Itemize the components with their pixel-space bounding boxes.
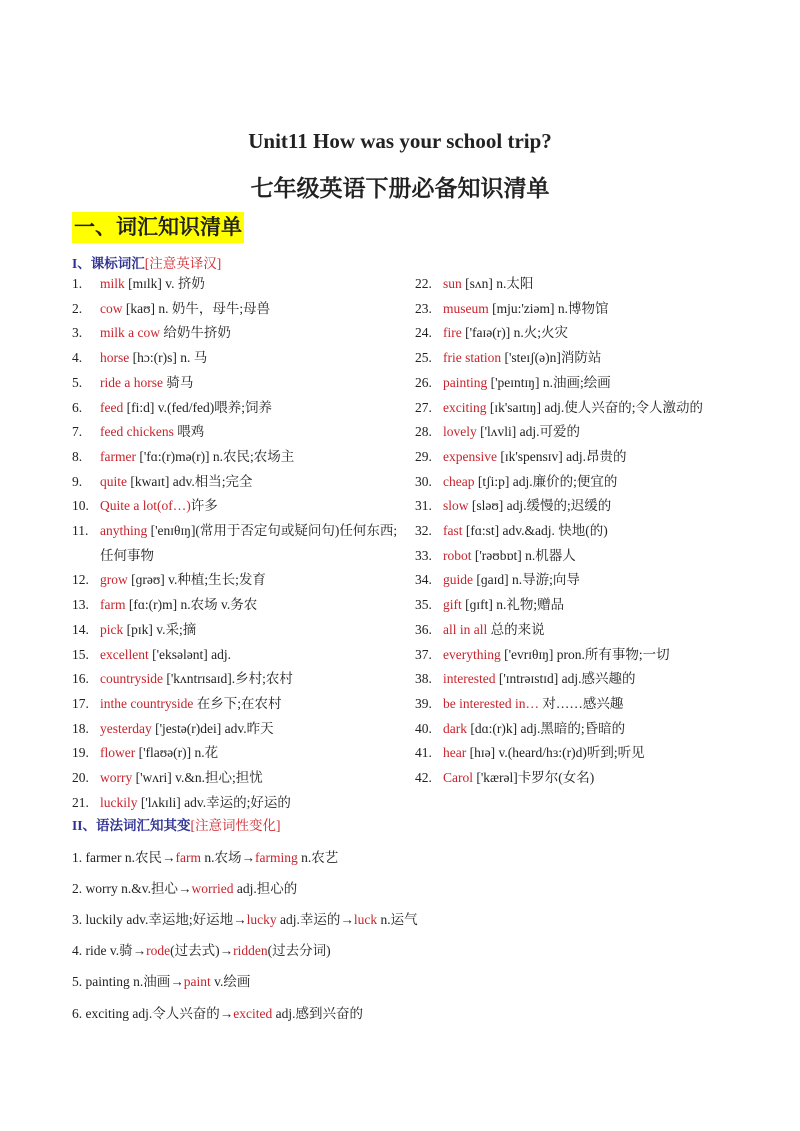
vocab-item	[415, 741, 745, 766]
vocab-word: inthe countryside	[100, 695, 194, 711]
vocab-word: farmer	[100, 448, 136, 464]
vocab-definition: [pɪk] v.采;摘	[123, 621, 197, 637]
vocab-number: 17.	[72, 695, 89, 711]
vocab-definition: ['lʌvli] adj.可爱的	[476, 424, 581, 440]
vocab-entry	[443, 519, 608, 544]
vocab-item	[415, 667, 745, 692]
vocab-number: 5.	[72, 374, 83, 390]
vocab-word: lovely	[443, 424, 477, 440]
vocab-definition: [ɪk'saɪtɪŋ] adj.使人兴奋的;令人激动的	[486, 399, 703, 415]
vocab-entry	[443, 272, 533, 297]
vocab-entry	[443, 741, 645, 766]
vocab-word: robot	[443, 547, 472, 563]
vocab-definition: ['flaʊə(r)] n.花	[135, 745, 219, 761]
vocab-item	[72, 494, 402, 519]
vocab-word: cow	[100, 300, 123, 316]
transform-word: lucky	[246, 912, 277, 927]
transform-text: n.农艺	[297, 850, 339, 865]
vocab-entry	[100, 667, 293, 692]
vocab-number: 23.	[415, 300, 432, 316]
transform-word: farm	[175, 850, 201, 865]
vocab-number: 22.	[415, 276, 432, 291]
transform-word: ridden	[233, 943, 268, 958]
vocab-definition: 在乡下;在农村	[193, 695, 282, 711]
vocab-entry	[100, 445, 294, 470]
section-1-note: [注意英译汉]	[144, 256, 222, 271]
vocab-item	[72, 470, 402, 495]
vocab-number: 33.	[415, 547, 432, 563]
transform-text: (过去式)→	[170, 943, 234, 958]
vocab-number: 6.	[72, 399, 83, 415]
vocab-item	[72, 618, 402, 643]
section-2-note: [注意词性变化]	[190, 818, 281, 833]
vocab-word: farm	[100, 597, 126, 613]
vocab-entry	[443, 371, 611, 396]
vocab-word: horse	[100, 350, 130, 366]
vocab-definition: ['faɪə(r)] n.火;火灾	[461, 325, 569, 341]
vocab-number: 28.	[415, 424, 432, 440]
vocab-entry	[443, 692, 623, 717]
vocab-definition: [hɪə] v.(heard/hɜ:(r)d)听到;听见	[466, 745, 645, 761]
vocab-word: interested	[443, 671, 496, 687]
vocab-definition: ['enɪθɪŋ](常用于否定句或疑问句)任何东西;任何事物	[100, 523, 398, 563]
section-2-title: II、语法词汇知其变	[72, 818, 191, 833]
vocab-entry	[443, 618, 545, 643]
vocab-item	[415, 346, 745, 371]
vocab-word: milk	[100, 276, 125, 291]
vocab-definition: [fɑ:st] adv.&adj. 快地(的)	[462, 523, 608, 539]
section-2-label	[72, 814, 281, 834]
vocab-item	[72, 741, 402, 766]
vocab-number: 36.	[415, 621, 432, 637]
vocab-definition: [sʌn] n.太阳	[461, 276, 534, 291]
vocab-word: museum	[443, 300, 489, 316]
vocab-word: yesterday	[100, 720, 152, 736]
vocab-word: painting	[443, 374, 488, 390]
vocab-definition: 给奶牛挤奶	[160, 325, 231, 341]
vocab-definition: ['kærəl]卡罗尔(女名)	[473, 770, 595, 786]
transform-word: worried	[191, 881, 234, 896]
vocab-word: pick	[100, 621, 124, 637]
vocab-word: grow	[100, 572, 128, 588]
vocab-entry	[100, 618, 196, 643]
vocab-number: 14.	[72, 621, 89, 637]
vocab-word: fast	[443, 523, 463, 539]
vocab-item	[415, 371, 745, 396]
vocab-item	[72, 371, 402, 396]
vocab-definition: [sləʊ] adj.缓慢的;迟缓的	[468, 498, 612, 514]
vocab-item	[415, 519, 745, 544]
vocab-number: 3.	[72, 325, 83, 341]
vocab-number: 39.	[415, 695, 432, 711]
vocab-word: everything	[443, 646, 501, 662]
vocab-number: 27.	[415, 399, 432, 415]
vocab-definition: 喂鸡	[173, 424, 205, 440]
vocab-item	[72, 568, 402, 593]
vocab-item	[415, 272, 745, 297]
vocab-number: 11.	[72, 523, 89, 539]
transform-text: v.绘画	[210, 974, 251, 989]
vocab-definition: 对……感兴趣	[538, 695, 624, 711]
vocab-number: 2.	[72, 300, 83, 316]
vocab-entry	[443, 494, 611, 519]
vocab-entry	[100, 321, 231, 346]
vocab-definition: ['lʌkɪli] adv.幸运的;好运的	[137, 794, 291, 810]
vocab-word: worry	[100, 770, 133, 786]
vocab-item	[415, 494, 745, 519]
vocab-number: 40.	[415, 720, 432, 736]
vocab-definition: 总的来说	[487, 621, 545, 637]
vocab-number: 9.	[72, 473, 83, 489]
vocab-entry	[443, 593, 564, 618]
vocab-item	[72, 667, 402, 692]
vocab-item	[415, 420, 745, 445]
vocab-entry	[100, 593, 257, 618]
vocab-number: 25.	[415, 350, 432, 366]
document-title: Unit11 How was your school trip?	[248, 129, 552, 153]
vocab-word: all in all	[443, 621, 488, 637]
vocab-entry	[443, 766, 594, 791]
vocab-number: 20.	[72, 770, 89, 786]
vocab-entry	[100, 272, 205, 297]
vocab-word: anything	[100, 523, 148, 539]
vocab-definition: 骑马	[162, 374, 194, 390]
vocab-item	[72, 643, 402, 668]
transform-word: farming	[254, 850, 298, 865]
transform-line	[72, 908, 418, 928]
vocab-entry	[443, 470, 617, 495]
vocab-definition: [fɑ:(r)m] n.农场 v.务农	[125, 597, 258, 613]
vocab-entry	[100, 766, 263, 791]
vocab-item	[415, 717, 745, 742]
vocab-word: luckily	[100, 794, 138, 810]
vocab-entry	[100, 297, 270, 322]
vocab-definition: ['wʌri] v.&n.担心;担忧	[132, 770, 263, 786]
vocab-entry	[100, 791, 291, 816]
vocab-number: 34.	[415, 572, 432, 588]
vocab-item	[72, 272, 402, 297]
vocab-number: 16.	[72, 671, 89, 687]
transform-line	[72, 970, 250, 990]
vocab-number: 13.	[72, 597, 89, 613]
vocab-entry	[100, 371, 193, 396]
vocab-number: 1.	[72, 276, 83, 291]
vocab-number: 38.	[415, 671, 432, 687]
vocab-item	[72, 593, 402, 618]
vocab-number: 7.	[72, 424, 83, 440]
transform-word: excited	[233, 1006, 273, 1021]
transform-line	[72, 1002, 363, 1022]
vocab-item	[415, 544, 745, 569]
vocab-item	[415, 593, 745, 618]
vocab-number: 24.	[415, 325, 432, 341]
document-subtitle: 七年级英语下册必备知识清单	[250, 176, 550, 201]
vocab-definition: [mju:'ziəm] n.博物馆	[488, 300, 609, 316]
vocab-item	[72, 519, 402, 568]
vocab-item	[415, 297, 745, 322]
transform-text: 5. painting n.油画→	[72, 974, 184, 989]
vocab-item	[72, 396, 402, 421]
vocab-item	[415, 470, 745, 495]
vocab-item	[415, 618, 745, 643]
vocab-entry	[443, 717, 625, 742]
vocab-word: countryside	[100, 671, 163, 687]
vocab-entry	[100, 692, 282, 717]
vocab-definition: [ɡɪft] n.礼物;赠品	[461, 597, 565, 613]
transform-text: adj.感到兴奋的	[272, 1006, 363, 1021]
vocab-item	[415, 321, 745, 346]
transform-text: adj.担心的	[233, 881, 298, 896]
transform-word: rode	[146, 943, 171, 958]
vocab-number: 29.	[415, 448, 432, 464]
vocab-number: 32.	[415, 523, 432, 539]
vocab-item	[72, 420, 402, 445]
vocab-word: feed	[100, 399, 124, 415]
vocab-entry	[100, 519, 402, 568]
vocab-item	[72, 766, 402, 791]
vocab-item	[72, 346, 402, 371]
vocab-word: exciting	[443, 399, 487, 415]
vocab-definition: ['rəʊbɒt] n.机器人	[471, 547, 576, 563]
transform-line	[72, 877, 297, 897]
vocab-definition: ['ɪntrəɪstɪd] adj.感兴趣的	[495, 671, 636, 687]
vocab-word: excellent	[100, 646, 149, 662]
vocab-item	[72, 445, 402, 470]
vocab-definition: ['evrɪθɪŋ] pron.所有事物;一切	[500, 646, 670, 662]
vocab-column-left	[72, 272, 402, 815]
vocab-definition: [ɡrəʊ] v.种植;生长;发育	[127, 572, 266, 588]
vocab-word: quite	[100, 473, 127, 489]
vocab-entry	[100, 568, 266, 593]
vocab-number: 4.	[72, 350, 83, 366]
transform-text: 2. worry n.&v.担心→	[72, 881, 192, 896]
transform-text: 3. luckily adv.幸运地;好运地→	[72, 912, 247, 927]
vocab-definition: ['steɪʃ(ə)n]消防站	[501, 350, 602, 366]
vocab-entry	[443, 643, 670, 668]
vocab-item	[415, 643, 745, 668]
vocab-definition: 许多	[190, 498, 218, 514]
vocab-number: 35.	[415, 597, 432, 613]
vocab-entry	[443, 321, 568, 346]
vocab-item	[415, 396, 745, 421]
vocab-number: 10.	[72, 498, 89, 514]
vocab-number: 42.	[415, 770, 432, 786]
vocab-definition: ['eksələnt] adj.	[148, 646, 232, 662]
vocab-definition: [mɪlk] v. 挤奶	[124, 276, 205, 291]
vocab-definition: [fi:d] v.(fed/fed)喂养;饲养	[123, 399, 272, 415]
vocab-word: expensive	[443, 448, 497, 464]
vocab-number: 37.	[415, 646, 432, 662]
vocab-word: Quite a lot(of…)	[100, 498, 191, 514]
section-1-title: I、课标词汇	[72, 256, 145, 271]
vocab-definition: [ɪk'spensɪv] adj.昂贵的	[496, 448, 627, 464]
vocab-definition: [ɡaɪd] n.导游;向导	[473, 572, 580, 588]
vocab-entry	[100, 643, 231, 668]
vocab-word: cheap	[443, 473, 475, 489]
vocab-word: guide	[443, 572, 473, 588]
vocab-entry	[443, 297, 609, 322]
vocab-number: 19.	[72, 745, 89, 761]
vocab-word: hear	[443, 745, 467, 761]
vocab-number: 21.	[72, 794, 89, 810]
vocab-item	[415, 766, 745, 791]
vocab-definition: [tʃi:p] adj.廉价的;便宜的	[474, 473, 618, 489]
vocab-number: 12.	[72, 572, 89, 588]
vocab-entry	[100, 420, 204, 445]
vocab-entry	[100, 494, 218, 519]
vocab-definition: [dɑ:(r)k] adj.黑暗的;昏暗的	[467, 720, 626, 736]
vocab-column-right	[415, 272, 745, 791]
vocab-item	[415, 692, 745, 717]
vocab-word: ride a horse	[100, 374, 163, 390]
vocab-number: 26.	[415, 374, 432, 390]
vocab-entry	[100, 470, 252, 495]
vocab-word: milk a cow	[100, 325, 160, 341]
vocab-word: gift	[443, 597, 462, 613]
vocab-word: flower	[100, 745, 136, 761]
vocab-number: 8.	[72, 448, 83, 464]
vocab-word: feed chickens	[100, 424, 174, 440]
vocab-definition: [kwaɪt] adv.相当;完全	[127, 473, 253, 489]
section-1-label	[72, 252, 221, 272]
vocab-definition: ['jestə(r)dei] adv.昨天	[151, 720, 274, 736]
transform-text: adj.幸运的→	[276, 912, 354, 927]
vocab-item	[72, 297, 402, 322]
transform-word: luck	[353, 912, 378, 927]
transform-text: 4. ride v.骑→	[72, 943, 147, 958]
vocab-number: 30.	[415, 473, 432, 489]
vocab-entry	[443, 667, 636, 692]
vocab-entry	[100, 396, 272, 421]
vocab-entry	[443, 346, 601, 371]
vocab-word: dark	[443, 720, 467, 736]
vocab-item	[415, 568, 745, 593]
vocab-definition: [kaʊ] n. 奶牛，母牛;母兽	[122, 300, 271, 316]
vocab-entry	[443, 445, 627, 470]
vocab-entry	[100, 346, 207, 371]
transform-text: n.运气	[377, 912, 418, 927]
vocab-entry	[443, 420, 580, 445]
vocab-definition: [hɔ:(r)s] n. 马	[129, 350, 208, 366]
vocab-number: 41.	[415, 745, 432, 761]
transform-word: paint	[183, 974, 211, 989]
vocab-definition: ['peɪntɪŋ] n.油画;绘画	[487, 374, 611, 390]
vocab-item	[72, 791, 402, 816]
vocab-entry	[443, 568, 580, 593]
vocab-entry	[100, 741, 218, 766]
vocab-definition: ['fɑ:(r)mə(r)] n.农民;农场主	[135, 448, 295, 464]
vocab-word: Carol	[443, 770, 473, 786]
transform-line	[72, 846, 338, 866]
vocab-item	[415, 445, 745, 470]
transform-text: (过去分词)	[267, 943, 331, 958]
vocab-word: slow	[443, 498, 469, 514]
vocab-number: 31.	[415, 498, 432, 514]
vocab-word: fire	[443, 325, 462, 341]
vocab-word: sun	[443, 276, 462, 291]
transform-text: n.农场→	[200, 850, 255, 865]
transform-text: 6. exciting adj.令人兴奋的→	[72, 1006, 234, 1021]
vocab-entry	[100, 717, 274, 742]
section-heading-vocabulary: 一、词汇知识清单	[72, 212, 244, 243]
vocab-number: 15.	[72, 646, 89, 662]
vocab-item	[72, 692, 402, 717]
vocab-entry	[443, 544, 576, 569]
vocab-item	[72, 321, 402, 346]
vocab-number: 18.	[72, 720, 89, 736]
vocab-word: frie station	[443, 350, 502, 366]
vocab-item	[72, 717, 402, 742]
transform-line	[72, 939, 331, 959]
vocab-word: be interested in…	[443, 695, 539, 711]
vocab-definition: ['kʌntrɪsaɪd].乡村;农村	[163, 671, 293, 687]
vocab-entry	[443, 396, 703, 421]
transform-text: 1. farmer n.农民→	[72, 850, 176, 865]
